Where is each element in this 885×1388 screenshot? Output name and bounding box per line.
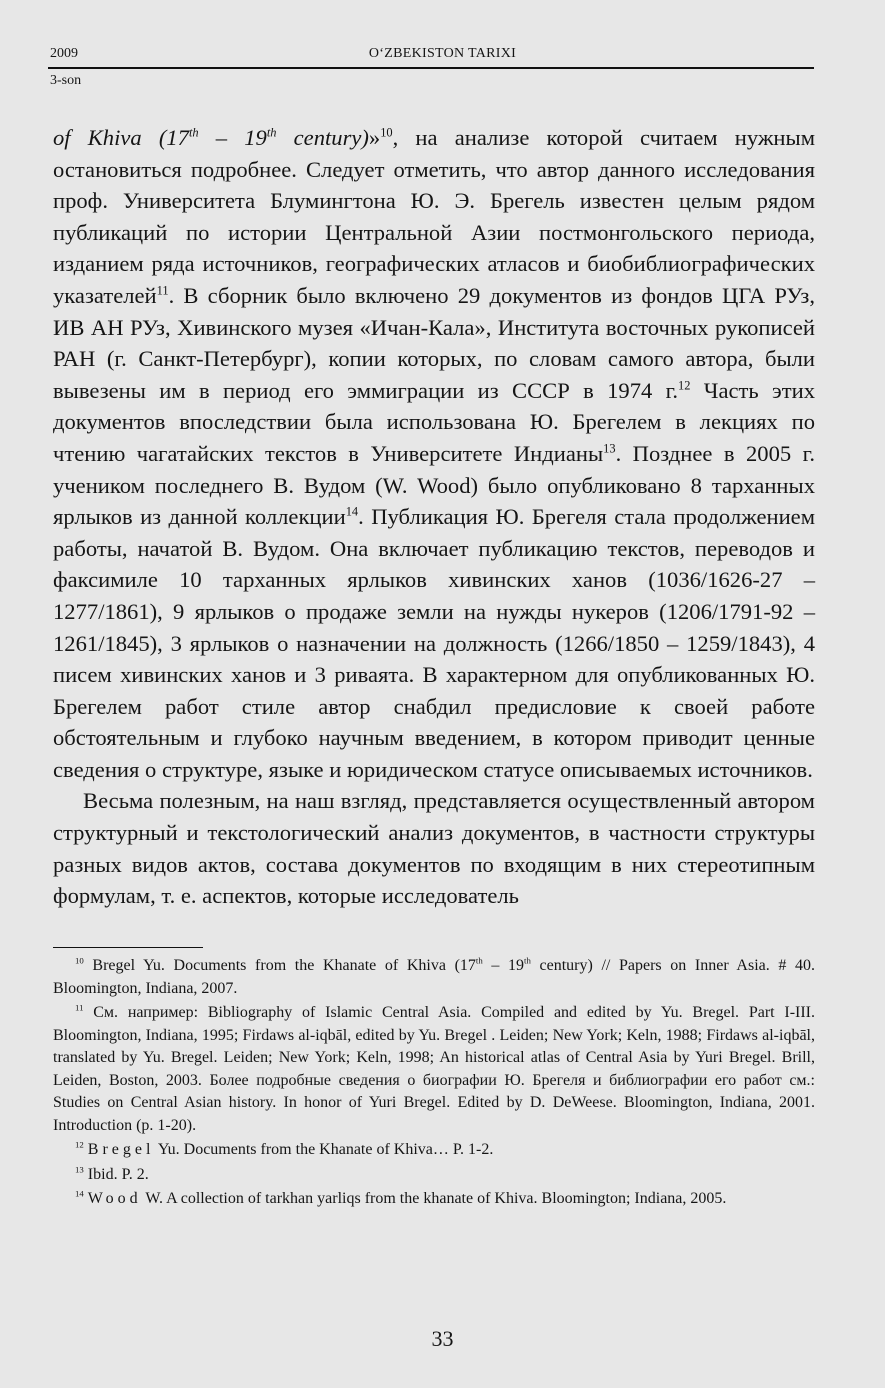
footnote-ref-10: 10 <box>380 125 393 140</box>
article-body <box>53 122 815 912</box>
paragraph-1: of Khiva (17th – 19th century)»$^{10}$, на анализе которой считаем нужным остановиться подробнее. Следует отметить, что автор данного исследования проф. Университета Блумингтона Ю. Э. Брегель известен целым рядом публикаций по истории Центральной Азии постмонгольского периода, изданием ряда источников, географических атласов и биобиблиографических указателей$^{11}$. В сборник было включено 29 документов из фондов ЦГА РУз, ИВ АН РУз, Хивинского музея «Ичан-Кала», Института восточных рукописей РАН (г. Санкт-Петербург), копии которых, по словам самого автора, были вывезены им в период его эммиграции из СССР в 1974 г.$^{12}$ Часть этих документов впоследствии была использована Ю. Брегелем в лекциях по чтению чагатайских текстов в Университете Индианы$^{13}$. Позднее в 2005 г. учеником последнего В. Вудом (W. Wood) было опубликовано 8 тарханных ярлыков из данной коллекции$^{14}$. Публикация Ю. Брегеля стала продолжением работы, начатой В. Вудом. Она включает публикацию текстов, переводов и факсимиле 10 тарханных ярлыков хивинских ханов (1036/1626-27 – 1277/1861), 9 ярлыков о продаже земли на нужды нукеров (1206/1791-92 – 1261/1845), 3 ярлыков о назначении на должность (1266/1850 – 1259/1843), 4 писем хивинских ханов и 3 риваята. В характерном для опубликованных Ю. Брегелем работ стиле автор снабдил предисловие к своей работе обстоятельным и глубоко научным введением, в котором приводит ценные сведения о структуре, языке и юридическом статусе описываемых источников. <box>53 125 816 782</box>
header-journal-title: O‘ZBEKISTON TARIXI <box>368 46 517 61</box>
footnote-14: $^{14}$ Wood W. A collection of tarkhan yarliqs from the khanate of Khiva. Bloomington; Indiana, 2005. <box>75 1188 727 1207</box>
footnote-ref-11: 11 <box>156 283 169 298</box>
footnotes <box>53 955 815 1213</box>
footnote-13: $^{13}$ Ibid. P. 2. <box>75 1164 149 1183</box>
header-issue: 3-son <box>50 73 82 88</box>
footnote-12: $^{12}$ Bregel Yu. Documents from the Khanate of Khiva… P. 1-2. <box>75 1139 494 1158</box>
cited-title-italic: of Khiva (17th – 19th century) <box>53 125 369 150</box>
header-rule <box>48 67 814 69</box>
footnote-11: $^{11}$ См. например: Bibliography of Islamic Central Asia. Compiled and edited by Yu. Bregel. Part I-III. Bloomington, Indiana, 1995; Firdaws al-iqbāl, edited by Yu. Bregel . Leiden; New York; Keln, 1988; Firdaws al-iqbāl, translated by Yu. Bregel. Leiden; New York; Keln, 1998; An historical atlas of Central Asia by Yuri Bregel. Brill, Leiden, Boston, 2003. Более подробные сведения о биографии Ю. Брегеля и библиографии его работ см.: Studies on Central Asian history. In honor of Yuri Bregel. Edited by D. DeWeese. Bloomington, Indiana, 2001. Introduction (p. 1-20). <box>53 1002 815 1134</box>
paragraph-2: Весьма полезным, на наш взгляд, представляется осуществленный автором структурный и текстологический анализ документов, в частности структуры разных видов актов, состава документов по входящим в них стереотипным формулам, т. е. аспектов, которые исследователь <box>53 788 815 909</box>
page-number: 33 <box>431 1326 454 1351</box>
header-year: 2009 <box>50 46 78 61</box>
footnote-rule <box>53 947 203 948</box>
footnote-ref-14: 14 <box>345 504 359 519</box>
footnote-ref-12: 12 <box>678 378 691 393</box>
footnote-ref-13: 13 <box>603 441 616 456</box>
footnote-10: $^{10}$ Bregel Yu. Documents from the Khanate of Khiva (17th – 19th century) // Papers on Inner Asia. # 40. Bloomington, Indiana, 2007. <box>53 955 816 997</box>
